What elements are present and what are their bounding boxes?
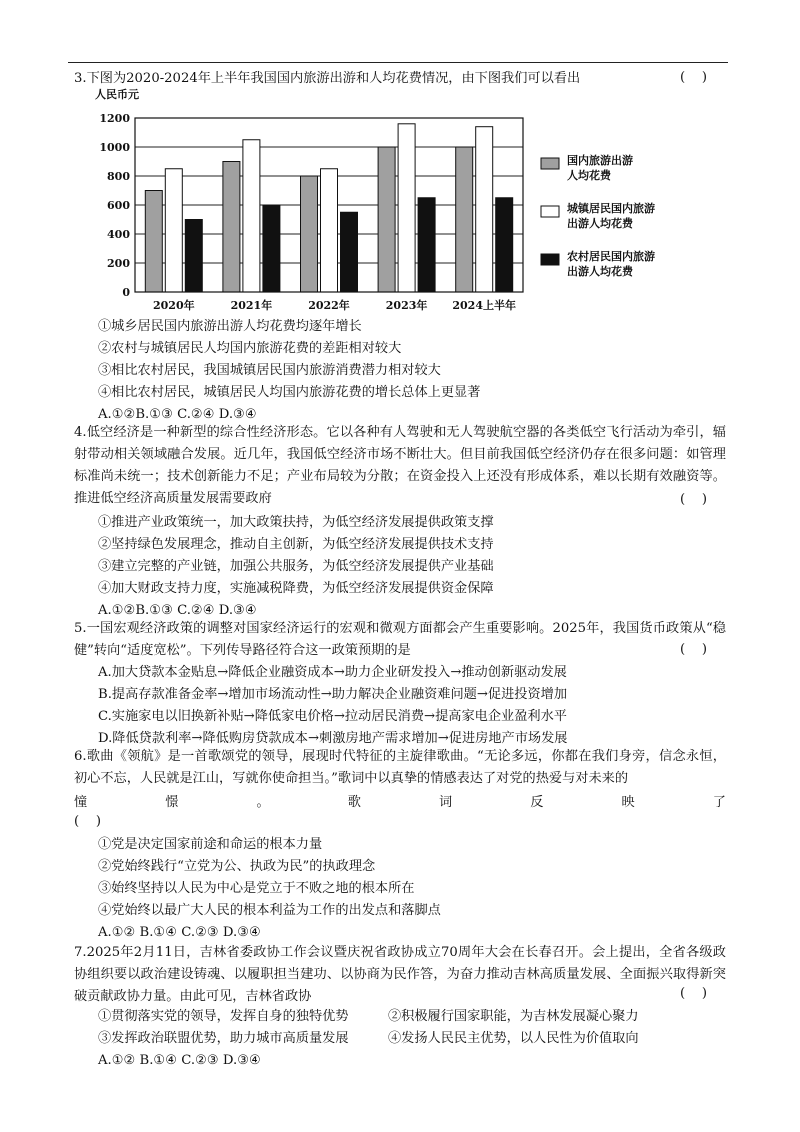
q6-spread-char: 映 [621,795,635,810]
q5-option-c: C.实施家电以旧换新补贴→降低家电价格→拉动居民消费→提高家电企业盈利水平 [98,709,567,724]
chart-x-tick-label: 2022年 [308,299,350,312]
q4-option-3: ③建立完整的产业链，加强公共服务，为低空经济发展提供产业基础 [98,559,494,574]
q6-spread-char: 词 [439,795,453,810]
q6-spread-char: 。 [256,795,270,810]
q5-option-b: B.提高存款准备金率→增加市场流动性→助力解决企业融资难问题→促进投资增加 [98,687,568,702]
q4-option-4: ④加大财政支持力度，实施减税降费，为低空经济发展提供资金保障 [98,581,494,596]
chart-y-tick-label: 400 [107,228,130,241]
q5-stem: 5.一国宏观经济政策的调整对国家经济运行的宏观和微观方面都会产生重要影响。2025年，我国货币政策从“稳健”转向“适度宽松”。下列传导路径符合这一政策预期的是 [74,621,726,658]
q3-option-4: ④相比农村居民，城镇居民人均国内旅游花费的增长总体上更显著 [98,385,481,400]
q3-answer-paren: ( ) [680,70,708,85]
chart-bar [321,169,338,292]
q3-option-3: ③相比农村居民，我国城镇居民国内旅游消费潜力相对较大 [98,363,441,378]
chart-legend-swatch [541,254,559,265]
chart-bar [165,169,182,292]
chart-y-tick-label: 1000 [99,141,130,154]
chart-bar [496,198,513,292]
chart-legend [541,153,655,278]
q3-option-2: ②农村与城镇居民人均国内旅游花费的差距相对较大 [98,341,402,356]
q6-spread-char: 反 [530,795,544,810]
q6-choices: A.①② B.①④ C.②③ D.③④ [98,925,261,940]
q6-spread-char: 憬 [165,795,179,810]
q6-stem: 6.歌曲《领航》是一首歌颂党的领导，展现时代特征的主旋律歌曲。“无论多远，你都在我们身旁，信念永恒，初心不忘，人民就是江山，写就你使命担当。”歌词中以真挚的情感表达了对党的热爱与对未来的 [74,749,726,786]
chart-x-ticks [153,298,516,312]
chart-bars [145,124,512,292]
q4-option-1: ①推进产业政策统一，加大政策扶持，为低空经济发展提供政策支撑 [98,515,494,530]
chart-y-tick-label: 200 [107,257,130,270]
chart-bar [145,191,162,293]
q4-option-2: ②坚持绿色发展理念，推动自主创新，为低空经济发展提供技术支持 [98,537,494,552]
q4-answer-paren: ( ) [680,492,708,507]
chart-bar [223,162,240,293]
q7-answer-paren: ( ) [680,986,708,1001]
q4-stem: 4.低空经济是一种新型的综合性经济形态。它以各种有人驾驶和无人驾驶航空器的各类低空飞行活动为牵引，辐射带动相关领域融合发展。近几年，我国低空经济市场不断壮大。但目前我国低空经济仍存在很多问题：如管理标准尚未统一；技术创新能力不足；产业布局较为分散；在资金投入上还没有形成体系，难以长期有效融资等。推进低空经济高质量发展需要政府 [74,425,726,506]
chart-x-tick-label: 2020年 [152,299,195,312]
chart-y-tick-label: 0 [122,286,130,299]
q7-option-2: ②积极履行国家职能，为吉林发展凝心聚力 [388,1009,639,1024]
chart-bar [243,140,260,292]
chart-bar [418,198,435,292]
q3-choices: A.①②B.①③ C.②④ D.③④ [98,407,257,422]
chart-bar [378,147,395,292]
chart-y-axis-label: 人民币元 [95,88,139,101]
q5-answer-paren: ( ) [680,642,708,657]
chart-legend-label: 城镇居民国内旅游 [567,202,655,215]
q3-bar-chart [95,88,675,318]
chart-x-tick-label: 2024上半年 [452,299,517,312]
q5-option-a: A.加大贷款本金贴息→降低企业融资成本→助力企业研发投入→推动创新驱动发展 [98,665,567,680]
q7-choices: A.①② B.①④ C.②③ D.③④ [98,1053,261,1068]
q6-answer-paren: ( ) [74,814,102,829]
chart-legend-label: 出游人均花费 [567,265,633,278]
chart-legend-label: 出游人均花费 [567,217,633,230]
chart-legend-label: 农村居民国内旅游 [567,250,655,263]
q7-option-1: ①贯彻落实党的领导，发挥自身的独特优势 [98,1009,349,1024]
q5-option-d: D.降低贷款利率→降低购房贷款成本→刺激房地产需求增加→促进房地产市场发展 [98,731,568,746]
q6-spread-char: 了 [712,795,726,810]
q3-stem: 3.下图为2020-2024年上半年我国国内旅游出游和人均花费情况，由下图我们可以看出 [74,71,581,86]
q6-spread-char: 憧 [74,795,88,810]
chart-y-tick-label: 1200 [99,112,130,125]
chart-bar [456,147,473,292]
chart-bar [476,127,493,292]
chart-bar [301,176,318,292]
q4-choices: A.①②B.①③ C.②④ D.③④ [98,603,257,618]
q7-stem: 7.2025年2月11日，吉林省委政协工作会议暨庆祝省政协成立70周年大会在长春召开。会上提出，全省各级政协组织要以政治建设铸魂、以履职担当建功、以协商为民作答，为奋力推动吉林高质量发展、全面振兴取得新突破贡献政协力量。由此可见，吉林省政协 [74,945,726,1004]
q7-option-4: ④发扬人民民主优势，以人民性为价值取向 [388,1031,639,1046]
chart-bar [263,205,280,292]
q6-stem-spread-line [74,794,726,812]
q6-option-2: ②党始终践行“立党为公、执政为民”的执政理念 [98,859,376,874]
chart-x-tick-label: 2023年 [385,299,428,312]
chart-bar [398,124,415,292]
chart-bar [185,220,202,293]
chart-legend-swatch [541,206,559,217]
chart-y-tick-label: 600 [107,199,130,212]
q6-option-3: ③始终坚持以人民为中心是党立于不败之地的根本所在 [98,881,415,896]
q7-option-3: ③发挥政治联盟优势，助力城市高质量发展 [98,1031,349,1046]
chart-bar [341,212,358,292]
q3-option-1: ①城乡居民国内旅游出游人均花费均逐年增长 [98,319,362,334]
chart-legend-label: 人均花费 [567,169,611,182]
chart-legend-label: 国内旅游出游 [567,154,633,167]
q6-option-1: ①党是决定国家前途和命运的根本力量 [98,837,323,852]
chart-x-tick-label: 2021年 [230,299,273,312]
chart-legend-swatch [541,158,559,169]
top-rule [68,62,728,63]
q6-spread-char: 歌 [347,795,361,810]
chart-y-tick-label: 800 [107,170,130,183]
q6-option-4: ④党始终以最广大人民的根本利益为工作的出发点和落脚点 [98,903,441,918]
chart-y-ticks [99,112,130,299]
